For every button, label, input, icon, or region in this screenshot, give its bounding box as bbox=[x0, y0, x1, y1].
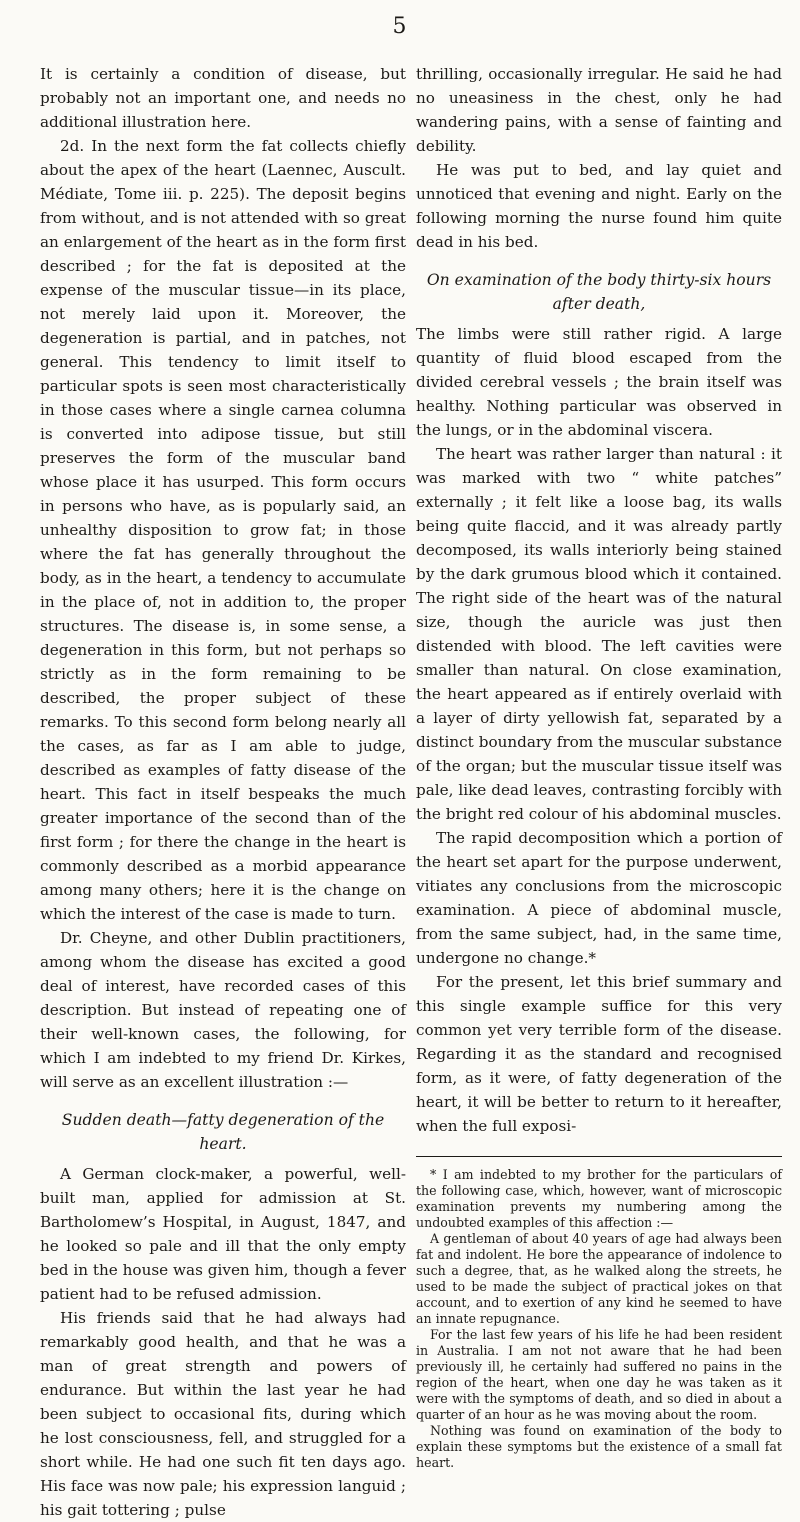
paragraph: He was put to bed, and lay quiet and unnoticed that evening and night. Early on the following morning the nurse found him quite dead in his bed. bbox=[416, 161, 782, 251]
section-heading: On examination of the body thirty-six hours after death, bbox=[426, 271, 772, 313]
paragraph: 2d. In the next form the fat collects chiefly about the apex of the heart (Laennec, Auscult. Médiate, Tome iii. p. 225). The deposit begins from without, and is not attended with so great an enlargement of the heart as in the form first described ; for the fat is deposited at the expense of the muscular tissue—in its place, not merely laid upon it. Moreover, the degeneration is partial, and in patches, not general. This tendency to limit itself to particular spots is seen most characteristically in those cases where a single carnea columna is converted into adipose tissue, but still preserves the form of the muscular band whose place it has usurped. This form occurs in persons who have, as is popularly said, an unhealthy disposition to grow fat; in those where the fat has generally throughout the body, as in the heart, a tendency to accumulate in the place of, not in addition to, the proper structures. The disease is, in some sense, a degeneration in this form, but not perhaps so strictly as in the form remaining to be described, the proper subject of these remarks. To this second form belong nearly all the cases, as far as I am able to judge, described as examples of fatty disease of the heart. This fact in itself bespeaks the much greater importance of the second than of the first form ; for there the change in the heart is commonly described as a morbid appearance among many others; here it is the change on which the interest of the case is made to turn. bbox=[40, 137, 406, 923]
section-heading: Sudden death—fatty degeneration of the heart. bbox=[61, 1111, 385, 1153]
footnote-paragraph: Nothing was found on examination of the body to explain these symptoms but the existence of a small fat heart. bbox=[416, 1423, 782, 1470]
footnote-divider bbox=[416, 1156, 782, 1157]
paragraph: The limbs were still rather rigid. A large quantity of fluid blood escaped from the divided cerebral vessels ; the brain itself was healthy. Nothing particular was observed in the lungs, or in the abdominal viscera. bbox=[416, 325, 782, 439]
footnote bbox=[416, 1167, 782, 1471]
footnote-paragraph: A gentleman of about 40 years of age had always been fat and indolent. He bore the appearance of indolence to such a degree, that, as he walked along the streets, he used to be made the subject of practical jokes on that account, and to exertion of any kind he seemed to have an innate repugnance. bbox=[416, 1231, 782, 1326]
left-column bbox=[40, 62, 406, 1522]
right-column bbox=[416, 62, 782, 1471]
paragraph: Dr. Cheyne, and other Dublin practitioners, among whom the disease has excited a good deal of interest, have recorded cases of this description. But instead of repeating one of their well-known cases, the following, for which I am indebted to my friend Dr. Kirkes, will serve as an excellent illustration :— bbox=[40, 929, 406, 1091]
paragraph: His friends said that he had always had remarkably good health, and that he was a man of great strength and powers of endurance. But within the last year he had been subject to occasional fits, during which he lost consciousness, fell, and struggled for a short while. He had one such fit ten days ago. His face was now pale; his expression languid ; his gait tottering ; pulse bbox=[40, 1309, 406, 1519]
paragraph: A German clock-maker, a powerful, well-built man, applied for admission at St. Bartholomew’s Hospital, in August, 1847, and he looked so pale and ill that the only empty bed in the house was given him, though a fever patient had to be refused admission. bbox=[40, 1165, 406, 1303]
paragraph: The heart was rather larger than natural : it was marked with two “ white patches” externally ; it felt like a loose bag, its walls being quite flaccid, and it was already partly decomposed, its walls interiorly being stained by the dark grumous blood which it contained. The right side of the heart was of the natural size, though the auricle was just then distended with blood. The left cavities were smaller than natural. On close examination, the heart appeared as if entirely overlaid with a layer of dirty yellowish fat, separated by a distinct boundary from the muscular substance of the organ; but the muscular tissue itself was pale, like dead leaves, contrasting forcibly with the bright red colour of his abdominal muscles. bbox=[416, 445, 782, 823]
paragraph: It is certainly a condition of disease, but probably not an important one, and needs no additional illustration here. bbox=[40, 65, 406, 131]
paragraph: For the present, let this brief summary and this single example suffice for this very common yet very terrible form of the disease. Regarding it as the standard and recognised form, as it were, of fatty degeneration of the heart, it will be better to return to it hereafter, when the full exposi- bbox=[416, 973, 782, 1135]
paragraph: thrilling, occasionally irregular. He said he had no uneasiness in the chest, only he had wandering pains, with a sense of fainting and debility. bbox=[416, 65, 782, 155]
footnote-paragraph: * I am indebted to my brother for the particulars of the following case, which, however, want of microscopic examination prevents my numbering among the undoubted examples of this affection :— bbox=[416, 1167, 782, 1230]
footnote-paragraph: For the last few years of his life he had been resident in Australia. I am not not aware that he had been previously ill, he certainly had suffered no pains in the region of the heart, when one day he was taken as it were with the symptoms of death, and so died in about a quarter of an hour as he was moving about the room. bbox=[416, 1327, 782, 1422]
page-number: 5 bbox=[392, 14, 408, 39]
paragraph: The rapid decomposition which a portion of the heart set apart for the purpose underwent, vitiates any conclusions from the microscopic examination. A piece of abdominal muscle, from the same subject, had, in the same time, undergone no change.* bbox=[416, 829, 782, 967]
